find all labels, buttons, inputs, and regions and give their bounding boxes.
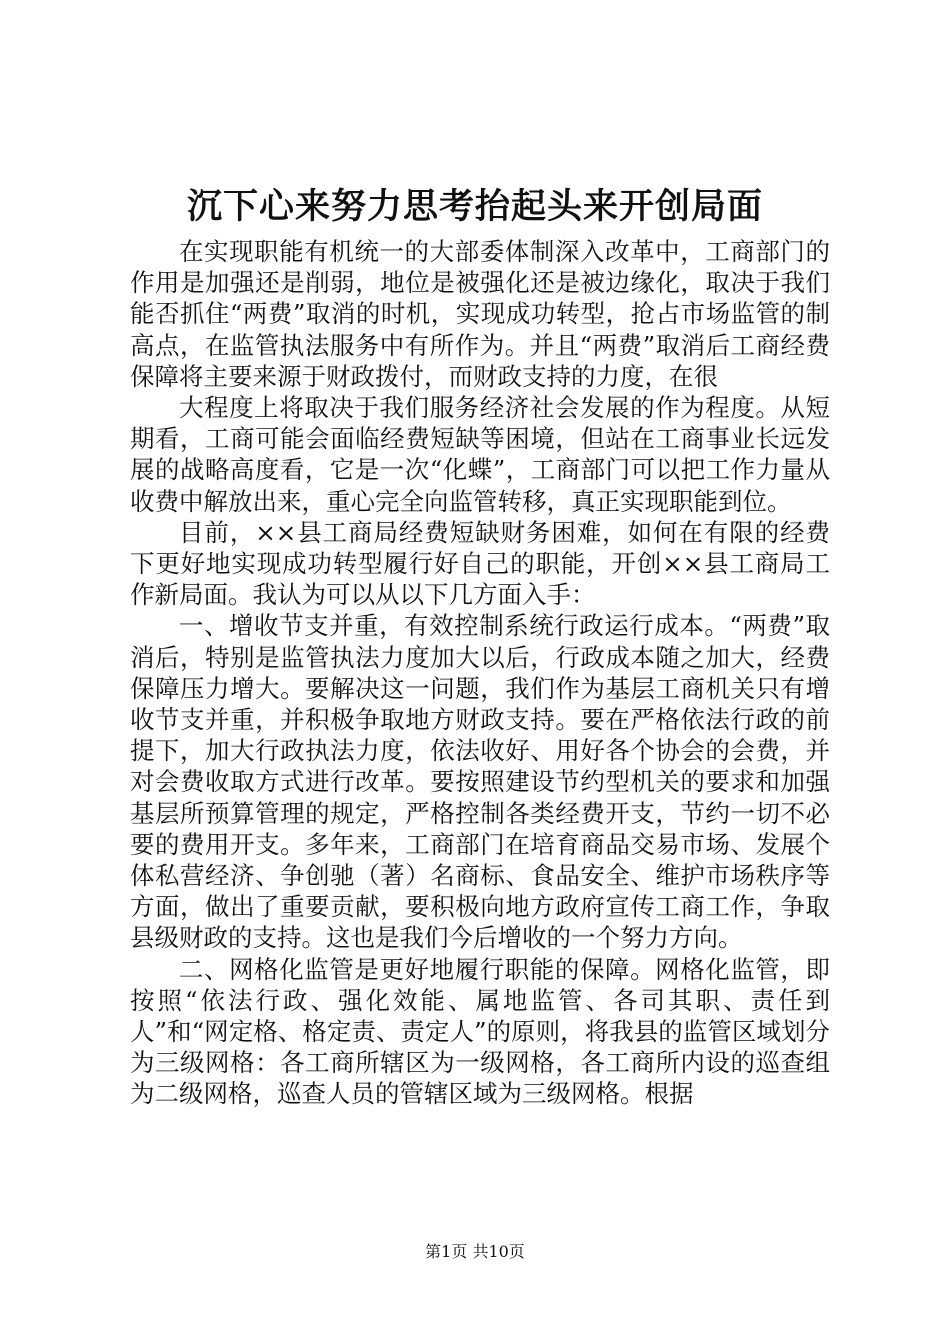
document-body: [130, 236, 830, 1110]
paragraph: 二、网格化监管是更好地履行职能的保障。网格化监管，即按照“依法行政、强化效能、属地监管、各司其职、责任到人”和“网定格、格定责、责定人”的原则，将我县的监管区域划分为三级网格：各工商所辖区为一级网格，各工商所内设的巡查组为二级网格，巡查人员的管辖区域为三级网格。根据: [130, 954, 830, 1109]
paragraph: 一、增收节支并重，有效控制系统行政运行成本。“两费”取消后，特别是监管执法力度加大以后，行政成本随之加大，经费保障压力增大。要解决这一问题，我们作为基层工商机关只有增收节支并重，并积极争取地方财政支持。要在严格依法行政的前提下，加大行政执法力度，依法收好、用好各个协会的会费，并对会费收取方式进行改革。要按照建设节约型机关的要求和加强基层所预算管理的规定，严格控制各类经费开支，节约一切不必要的费用开支。多年来，工商部门在培育商品交易市场、发展个体私营经济、争创驰（著）名商标、食品安全、维护市场秩序等方面，做出了重要贡献，要积极向地方政府宣传工商工作，争取县级财政的支持。这也是我们今后增收的一个努力方向。: [130, 611, 830, 953]
page-title: 沉下心来努力思考抬起头来开创局面: [186, 186, 763, 227]
paragraph: 大程度上将取决于我们服务经济社会发展的作为程度。从短期看，工商可能会面临经费短缺等困境，但站在工商事业长远发展的战略高度看，它是一次“化蝶”，工商部门可以把工作力量从收费中解放出来，重心完全向监管转移，真正实现职能到位。: [130, 393, 830, 516]
paragraph: 目前，××县工商局经费短缺财务困难，如何在有限的经费下更好地实现成功转型履行好自己的职能，开创××县工商局工作新局面。我认为可以从以下几方面入手：: [130, 517, 830, 610]
paragraph: 在实现职能有机统一的大部委体制深入改革中，工商部门的作用是加强还是削弱，地位是被强化还是被边缘化，取决于我们能否抓住“两费”取消的时机，实现成功转型，抢占市场监管的制高点，在监管执法服务中有所作为。并且“两费”取消后工商经费保障将主要来源于财政拨付，而财政支持的力度，在很: [130, 237, 830, 391]
page-footer: 第1页 共10页: [425, 1242, 525, 1261]
